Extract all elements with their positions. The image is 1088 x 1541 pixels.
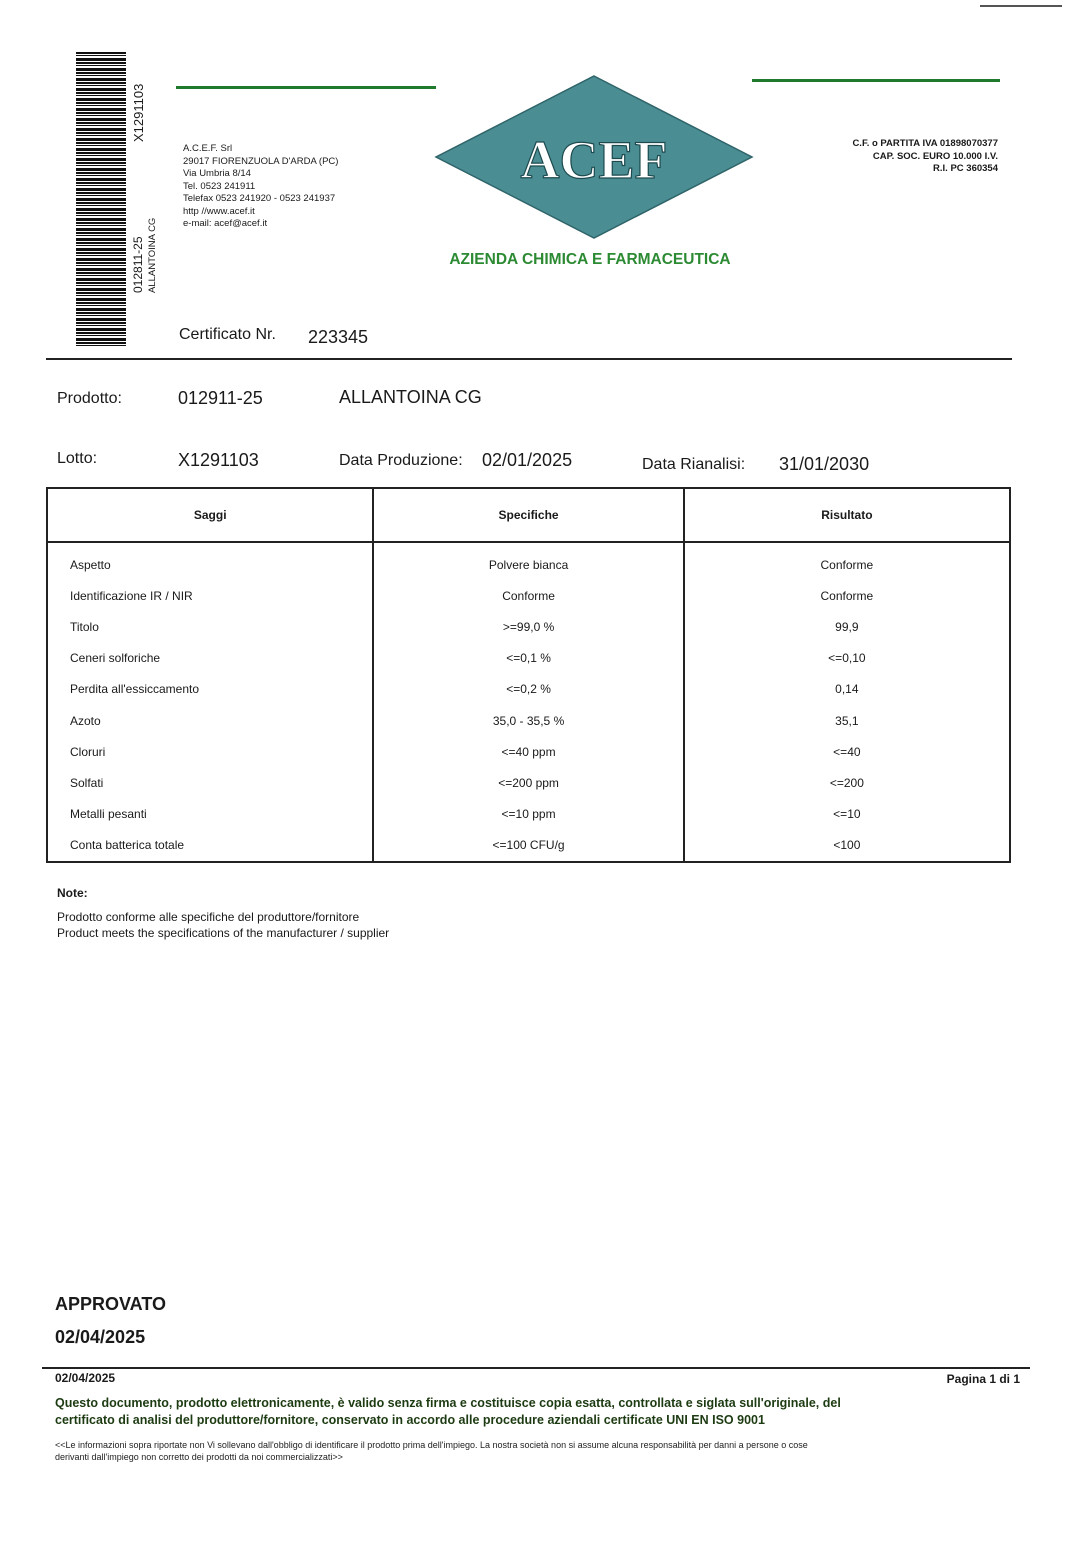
reanalysis-date-label: Data Rianalisi:: [642, 456, 746, 473]
footer-disclaimer-line2: derivanti dall'impiego non corretto dei prodotti da noi commercializzati>>: [55, 1452, 343, 1462]
lot-value: X1291103: [178, 450, 259, 470]
logo-text: ACEF: [520, 130, 668, 190]
test-spec: <=10 ppm: [373, 799, 683, 830]
test-name: Solfati: [47, 767, 373, 798]
header-green-line-left: [176, 86, 436, 89]
test-result: Conforme: [684, 542, 1010, 580]
approval-status: APPROVATO: [55, 1294, 167, 1314]
test-result: 99,9: [684, 611, 1010, 642]
test-name: Perdita all'essiccamento: [47, 674, 373, 705]
table-row: [47, 611, 1010, 642]
notes-label: Note:: [57, 886, 88, 900]
barcode-product-code: 012811-25: [131, 236, 145, 293]
registry-info: [800, 138, 998, 176]
test-name: Metalli pesanti: [47, 799, 373, 830]
table-row: [47, 643, 1010, 674]
test-result: 35,1: [684, 705, 1010, 736]
registry-ri: R.I. PC 360354: [933, 163, 998, 174]
company-tel: Tel. 0523 241911: [183, 180, 256, 192]
test-name: Azoto: [47, 705, 373, 736]
test-name: Ceneri solforiche: [47, 643, 373, 674]
footer-disclaimer-line1: <<Le informazioni sopra riportate non Vi sollevano dall'obbligo di identificare il prodotto prima dell'impiego. La nostra società non si assume alcuna responsabilità per danni a persone o cose: [55, 1440, 808, 1450]
table-row: [47, 736, 1010, 767]
approval-date: 02/04/2025: [55, 1327, 146, 1347]
footer-date: 02/04/2025: [55, 1371, 116, 1385]
header-risultato: Risultato: [684, 488, 1010, 542]
footer-statement-line1: Questo documento, prodotto elettronicamente, è valido senza firma e costituisce copia esatta, controllata e siglata sull'originale, del: [55, 1396, 841, 1410]
acef-logo: [434, 74, 754, 240]
footer-divider: [42, 1367, 1030, 1369]
certificate-number: 223345: [308, 327, 369, 347]
certificate-label: Certificato Nr.: [179, 326, 276, 343]
test-name: Cloruri: [47, 736, 373, 767]
barcode-product-name: ALLANTOINA CG: [147, 217, 158, 293]
table-row: [47, 799, 1010, 830]
header-saggi: Saggi: [47, 488, 373, 542]
test-name: Conta batterica totale: [47, 830, 373, 862]
test-result: Conforme: [684, 580, 1010, 611]
footer-statement: [55, 1395, 1045, 1429]
header-divider: [46, 358, 1012, 360]
test-results-table: [46, 487, 1011, 863]
company-address-line2: Via Umbria 8/14: [183, 168, 251, 179]
footer-statement-line2: certificato di analisi del produttore/fornitore, conservato in accordo alle procedure aziendali certificate UNI EN ISO 9001: [55, 1413, 765, 1427]
notes-line-en: Product meets the specifications of the manufacturer / supplier: [57, 926, 390, 940]
footer-disclaimer: [55, 1439, 1055, 1463]
product-name: ALLANTOINA CG: [339, 387, 482, 407]
test-spec: <=100 CFU/g: [373, 830, 683, 862]
reanalysis-date: 31/01/2030: [779, 454, 870, 474]
test-spec: Conforme: [373, 580, 683, 611]
registry-capital: CAP. SOC. EURO 10.000 I.V.: [872, 150, 998, 162]
test-name: Aspetto: [47, 542, 373, 580]
test-result: <=0,10: [684, 643, 1010, 674]
test-spec: <=0,1 %: [373, 643, 683, 674]
product-code: 012911-25: [178, 388, 263, 408]
production-date: 02/01/2025: [482, 450, 573, 470]
header-green-line-right: [752, 79, 1000, 82]
test-spec: <=40 ppm: [373, 736, 683, 767]
table-row: [47, 767, 1010, 798]
test-result: <=40: [684, 736, 1010, 767]
logo-tagline: AZIENDA CHIMICA E FARMACEUTICA: [449, 251, 731, 268]
table-row: [47, 674, 1010, 705]
barcode: [76, 52, 126, 346]
barcode-lot-code: X1291103: [131, 83, 146, 142]
test-name: Titolo: [47, 611, 373, 642]
test-spec: <=0,2 %: [373, 674, 683, 705]
notes-line-it: Prodotto conforme alle specifiche del produttore/fornitore: [57, 910, 360, 924]
registry-vat: C.F. o PARTITA IVA 01898070377: [852, 138, 998, 149]
table-row: [47, 830, 1010, 862]
notes-text: [57, 909, 389, 941]
lot-label: Lotto:: [57, 450, 98, 467]
table-row: [47, 705, 1010, 736]
test-spec: <=200 ppm: [373, 767, 683, 798]
test-result: <100: [684, 830, 1010, 862]
page-number: Pagina 1 di 1: [946, 1372, 1020, 1386]
test-name: Identificazione IR / NIR: [47, 580, 373, 611]
table-row: [47, 542, 1010, 580]
test-result: <=10: [684, 799, 1010, 830]
test-spec: 35,0 - 35,5 %: [373, 705, 683, 736]
company-email: e-mail: acef@acef.it: [183, 218, 268, 229]
company-address: [183, 143, 338, 231]
company-fax: Telefax 0523 241920 - 0523 241937: [183, 193, 336, 204]
production-date-label: Data Produzione:: [339, 452, 463, 469]
top-edge-line: [980, 5, 1062, 7]
test-result: 0,14: [684, 674, 1010, 705]
product-label: Prodotto:: [57, 390, 122, 407]
test-spec: Polvere bianca: [373, 542, 683, 580]
header-specifiche: Specifiche: [373, 488, 683, 542]
test-result: <=200: [684, 767, 1010, 798]
company-address-line1: 29017 FIORENZUOLA D'ARDA (PC): [183, 155, 339, 167]
company-name: A.C.E.F. Srl: [183, 143, 233, 154]
company-web: http //www.acef.it: [183, 205, 255, 217]
test-spec: >=99,0 %: [373, 611, 683, 642]
table-row: [47, 580, 1010, 611]
table-header-row: [47, 488, 1010, 542]
